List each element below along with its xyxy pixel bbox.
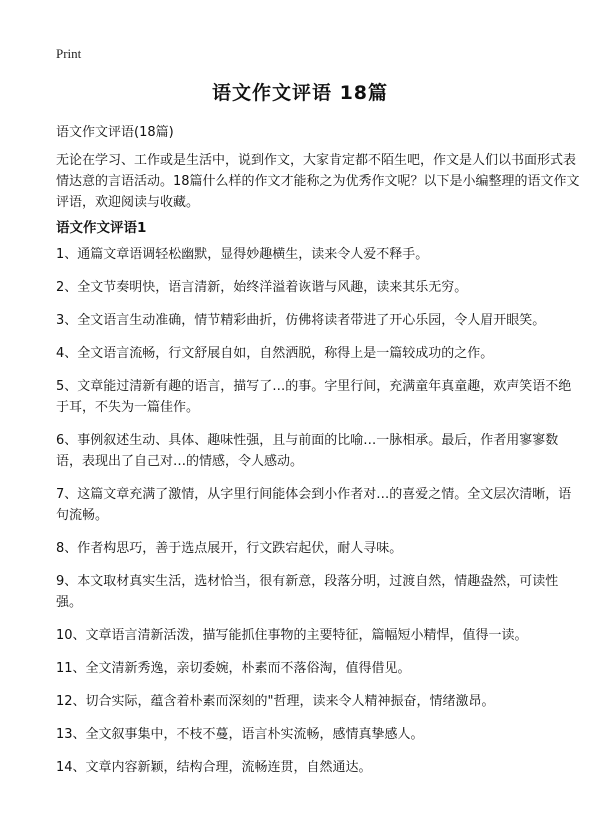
document-subtitle: 语文作文评语(18篇) [56, 125, 174, 140]
comment-item: 14、文章内容新颖，结构合理，流畅连贯，自然通达。 [56, 760, 372, 775]
section-heading: 语文作文评语1 [56, 220, 147, 236]
document-title: 语文作文评语 18篇 [211, 82, 389, 104]
comment-item: 10、文章语言清新活泼，描写能抓住事物的主要特征，篇幅短小精悍，值得一读。 [56, 628, 528, 643]
comment-item: 2、全文节奏明快，语言清新，始终洋溢着诙谐与风趣，读来其乐无穷。 [56, 280, 468, 295]
comment-item: 3、全文语言生动准确，情节精彩曲折，仿佛将读者带进了开心乐园，令人眉开眼笑。 [56, 313, 546, 328]
comment-item: 11、全文清新秀逸，亲切委婉，朴素而不落俗淘，值得借见。 [56, 661, 411, 676]
comment-item: 4、全文语言流畅，行文舒展自如，自然洒脱，称得上是一篇较成功的之作。 [56, 346, 494, 361]
comment-item: 8、作者构思巧，善于选点展开，行文跌宕起伏，耐人寻味。 [56, 541, 403, 556]
intro-paragraph: 无论在学习、工作或是生活中，说到作文，大家肯定都不陌生吧，作文是人们以书面形式表情达意的言语活动。18篇什么样的作文才能称之为优秀作文呢？以下是小编整理的语文作文评语，欢迎阅读与收藏。 [56, 153, 580, 210]
comment-item: 13、全文叙事集中，不枝不蔓，语言朴实流畅，感情真挚感人。 [56, 727, 424, 742]
comment-item: 7、这篇文章充满了激情，从字里行间能体会到小作者对…的喜爱之情。全文层次清晰，语句流畅。 [56, 487, 572, 523]
print-link[interactable]: Print [56, 46, 82, 61]
comment-item: 6、事例叙述生动、具体、趣味性强，且与前面的比喻…一脉相承。最后，作者用寥寥数语，表现出了自己对…的情感，令人感动。 [56, 433, 559, 469]
comment-item: 9、本文取材真实生活，选材恰当，很有新意，段落分明，过渡自然，情趣盎然，可读性强。 [56, 574, 559, 610]
comment-list [56, 244, 580, 790]
comment-item: 12、切合实际，蕴含着朴素而深刻的"哲理，读来令人精神振奋，情绪激昂。 [56, 694, 495, 709]
comment-item: 5、文章能过清新有趣的语言，描写了…的事。字里行间，充满童年真童趣，欢声笑语不绝于耳，不失为一篇佳作。 [56, 379, 572, 415]
comment-item: 1、通篇文章语调轻松幽默，显得妙趣横生，读来令人爱不释手。 [56, 247, 429, 262]
